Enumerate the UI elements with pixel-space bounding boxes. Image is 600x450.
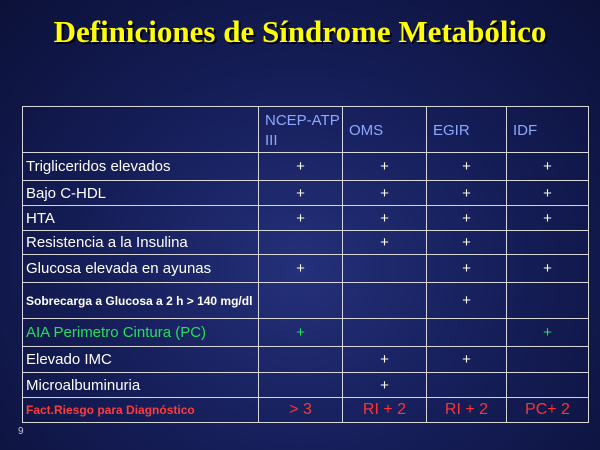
table-row [23,231,589,255]
cell-mark: + [343,153,427,181]
cell-mark [507,283,589,319]
header-empty-cell [23,107,259,153]
cell-mark: + [343,231,427,255]
cell-mark: RI + 2 [427,398,507,423]
cell-mark: + [507,181,589,206]
cell-mark: + [427,347,507,373]
cell-mark: > 3 [259,398,343,423]
cell-mark [427,373,507,398]
row-label: Glucosa elevada en ayunas [23,255,259,283]
table-row [23,206,589,231]
table-row [23,181,589,206]
row-label: Bajo C-HDL [23,181,259,206]
cell-mark [343,283,427,319]
cell-mark: + [343,206,427,231]
cell-mark [507,231,589,255]
cell-mark: + [507,153,589,181]
row-label: Fact.Riesgo para Diagnóstico [23,398,259,423]
cell-mark: + [259,255,343,283]
table-row [23,398,589,423]
cell-mark [427,319,507,347]
table-row [23,319,589,347]
cell-mark: + [507,206,589,231]
column-header-egir: EGIR [427,107,507,153]
cell-mark: + [259,181,343,206]
cell-mark: + [427,206,507,231]
page-number: 9 [18,426,24,437]
cell-mark [259,231,343,255]
cell-mark: + [507,255,589,283]
cell-mark: + [259,153,343,181]
cell-mark: + [507,319,589,347]
criteria-table [22,106,589,423]
row-label: Sobrecarga a Glucosa a 2 h > 140 mg/dl [23,283,259,319]
cell-mark [259,347,343,373]
table-row [23,153,589,181]
row-label: Elevado IMC [23,347,259,373]
cell-mark: + [259,319,343,347]
table-row [23,283,589,319]
cell-mark [259,283,343,319]
cell-mark: RI + 2 [343,398,427,423]
cell-mark [507,373,589,398]
cell-mark: + [427,255,507,283]
cell-mark: + [427,153,507,181]
cell-mark: + [427,231,507,255]
cell-mark [343,319,427,347]
column-header-idf: IDF [507,107,589,153]
table-row [23,255,589,283]
row-label: AIA Perimetro Cintura (PC) [23,319,259,347]
cell-mark: + [259,206,343,231]
cell-mark: PC+ 2 [507,398,589,423]
row-label: Trigliceridos elevados [23,153,259,181]
table-row [23,373,589,398]
table-header-row [23,107,589,153]
table-row [23,347,589,373]
cell-mark: + [427,181,507,206]
cell-mark: + [343,373,427,398]
cell-mark: + [427,283,507,319]
row-label: Microalbuminuria [23,373,259,398]
cell-mark [343,255,427,283]
column-header-oms: OMS [343,107,427,153]
cell-mark [259,373,343,398]
row-label: HTA [23,206,259,231]
cell-mark: + [343,181,427,206]
row-label: Resistencia a la Insulina [23,231,259,255]
slide-title: Definiciones de Síndrome Metabólico [53,14,547,49]
cell-mark [507,347,589,373]
column-header-ncep: NCEP-ATP III [259,107,343,153]
cell-mark: + [343,347,427,373]
